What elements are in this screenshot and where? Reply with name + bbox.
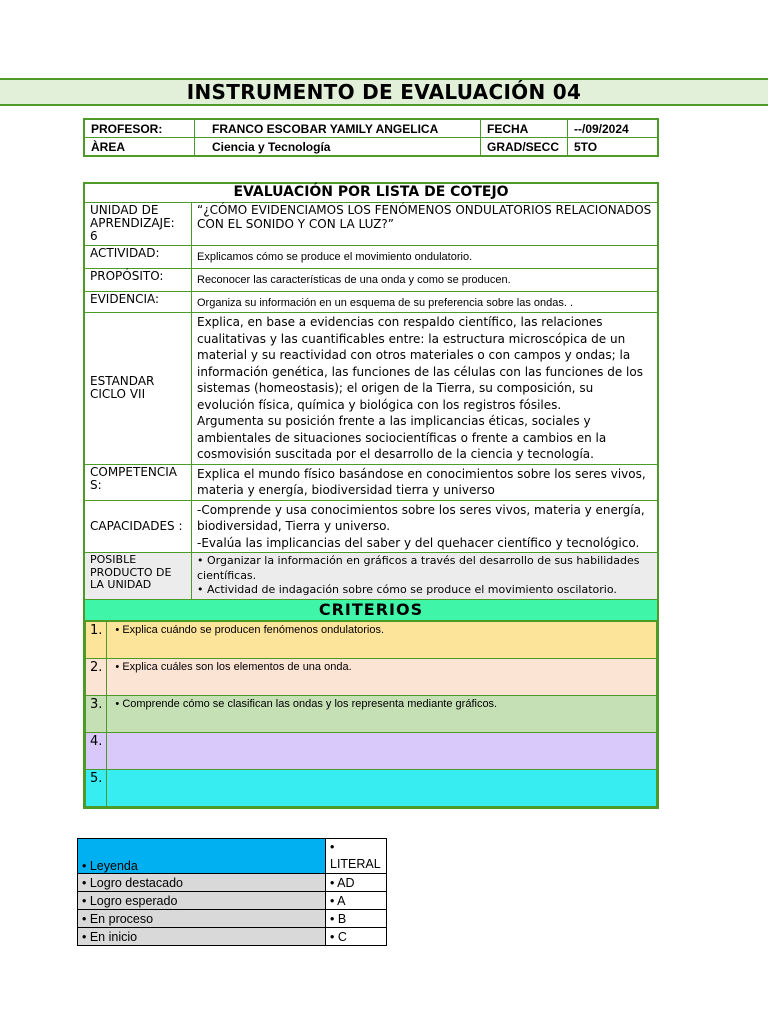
legend-table — [77, 838, 387, 946]
criterios-rows-container — [84, 620, 658, 808]
criterio-row — [86, 658, 657, 695]
grad-value: 5TO — [568, 138, 659, 157]
criterio-number: 4. — [86, 732, 107, 769]
criterio-text — [107, 769, 657, 806]
evaluation-table — [83, 182, 659, 809]
capacidades-value — [192, 500, 659, 553]
proposito-label: PROPÓSITO: — [84, 269, 192, 292]
evidencia-label: EVIDENCIA: — [84, 292, 192, 313]
evidencia-row — [84, 292, 658, 313]
fecha-label: FECHA — [481, 119, 568, 138]
title-band — [0, 78, 768, 106]
proposito-row — [84, 269, 658, 292]
criterio-text — [107, 732, 657, 769]
fecha-value: --/09/2024 — [568, 119, 659, 138]
legend-label: • Logro esperado — [78, 892, 326, 910]
criterio-number: 3. — [86, 695, 107, 732]
producto-row — [84, 553, 658, 600]
capacidades-item-1: -Comprende y usa conocimientos sobre los seres vivos, materia y energía, biodiversidad, Tierra y universo. — [197, 502, 645, 533]
area-label: ÀREA — [84, 138, 195, 157]
competencias-label: COMPETENCIAS: — [84, 464, 192, 500]
estandar-label: ESTANDAR CICLO VII — [84, 313, 192, 465]
criterio-row — [86, 732, 657, 769]
legend-label: • En inicio — [78, 928, 326, 946]
criterios-body — [86, 621, 657, 806]
legend-row — [78, 928, 387, 946]
document-title: INSTRUMENTO DE EVALUACIÓN 04 — [186, 80, 582, 104]
evidencia-value: Organiza su información en un esquema de su preferencia sobre las ondas. . — [192, 292, 659, 313]
info-row — [84, 138, 658, 157]
legend-header-row — [78, 839, 387, 874]
profesor-label: PROFESOR: — [84, 119, 195, 138]
evaluation-heading: EVALUACIÓN POR LISTA DE COTEJO — [84, 183, 658, 203]
criterio-text: • Explica cuándo se producen fenómenos ondulatorios. — [107, 621, 657, 658]
producto-value — [192, 553, 659, 600]
legend-label: • Logro destacado — [78, 874, 326, 892]
proposito-value: Reconocer las características de una onda y como se producen. — [192, 269, 659, 292]
legend-header-value: • LITERAL — [326, 839, 387, 874]
estandar-value — [192, 313, 659, 465]
area-value: Ciencia y Tecnología — [195, 138, 481, 157]
legend-value: • A — [326, 892, 387, 910]
criterio-number: 5. — [86, 769, 107, 806]
legend-value: • B — [326, 910, 387, 928]
legend-value: • C — [326, 928, 387, 946]
criterios-heading: CRITERIOS — [84, 599, 658, 620]
actividad-row — [84, 246, 658, 269]
unidad-value: “¿CÓMO EVIDENCIAMOS LOS FENÓMENOS ONDULATORIOS RELACIONADOS CON EL SONIDO Y CON LA LUZ?” — [192, 203, 659, 246]
legend-row — [78, 910, 387, 928]
legend-row — [78, 892, 387, 910]
actividad-value: Explicamos cómo se produce el movimiento ondulatorio. — [192, 246, 659, 269]
producto-label: POSIBLE PRODUCTO DE LA UNIDAD — [84, 553, 192, 600]
unidad-label: UNIDAD DE APRENDIZAJE: 6 — [84, 203, 192, 246]
estandar-paragraph-1: Explica, en base a evidencias con respaldo científico, las relaciones cualitativas y las cuantificables entre: la estructura microscópica de un material y su reactividad con otros materiales o con campos y ondas; la información genética, las funciones de las células con las funciones de los sistemas (homeostasis); el origen de la Tierra, su composición, su evolución física, química y biológica con los registros fósiles. — [197, 315, 643, 412]
criterio-number: 2. — [86, 658, 107, 695]
actividad-label: ACTIVIDAD: — [84, 246, 192, 269]
unidad-row — [84, 203, 658, 246]
info-table — [83, 118, 659, 157]
capacidades-label: CAPACIDADES : — [84, 500, 192, 553]
legend-header-label: • Leyenda — [78, 839, 326, 874]
criterio-row — [86, 695, 657, 732]
info-row — [84, 119, 658, 138]
criterios-cell — [84, 620, 658, 808]
criterio-row — [86, 621, 657, 658]
capacidades-row — [84, 500, 658, 553]
criterios-heading-row — [84, 599, 658, 620]
evaluation-heading-row — [84, 183, 658, 203]
criterios-table — [85, 621, 657, 807]
estandar-row — [84, 313, 658, 465]
legend-row — [78, 874, 387, 892]
capacidades-item-2: -Evalúa las implicancias del saber y del quehacer científico y tecnológico. — [197, 535, 640, 550]
legend-label: • En proceso — [78, 910, 326, 928]
profesor-value: FRANCO ESCOBAR YAMILY ANGELICA — [195, 119, 481, 138]
legend-value: • AD — [326, 874, 387, 892]
producto-item-2: • Actividad de indagación sobre cómo se produce el movimiento oscilatorio. — [197, 583, 617, 596]
criterio-row — [86, 769, 657, 806]
estandar-paragraph-2: Argumenta su posición frente a las implicancias éticas, sociales y ambientales de situaciones sociocientíficas o frente a cambios en la cosmovisión suscitada por el desarrollo de la ciencia y tecnología. — [197, 414, 607, 461]
criterio-text: • Explica cuáles son los elementos de una onda. — [107, 658, 657, 695]
producto-item-1: • Organizar la información en gráficos a través del desarrollo de sus habilidades científicas. — [197, 554, 640, 582]
legend-body — [78, 839, 387, 946]
criterio-text: • Comprende cómo se clasifican las ondas y los representa mediante gráficos. — [107, 695, 657, 732]
criterio-number: 1. — [86, 621, 107, 658]
competencias-row — [84, 464, 658, 500]
grad-label: GRAD/SECC — [481, 138, 568, 157]
competencias-value: Explica el mundo físico basándose en conocimientos sobre los seres vivos, materia y energía, biodiversidad tierra y universo — [192, 464, 659, 500]
